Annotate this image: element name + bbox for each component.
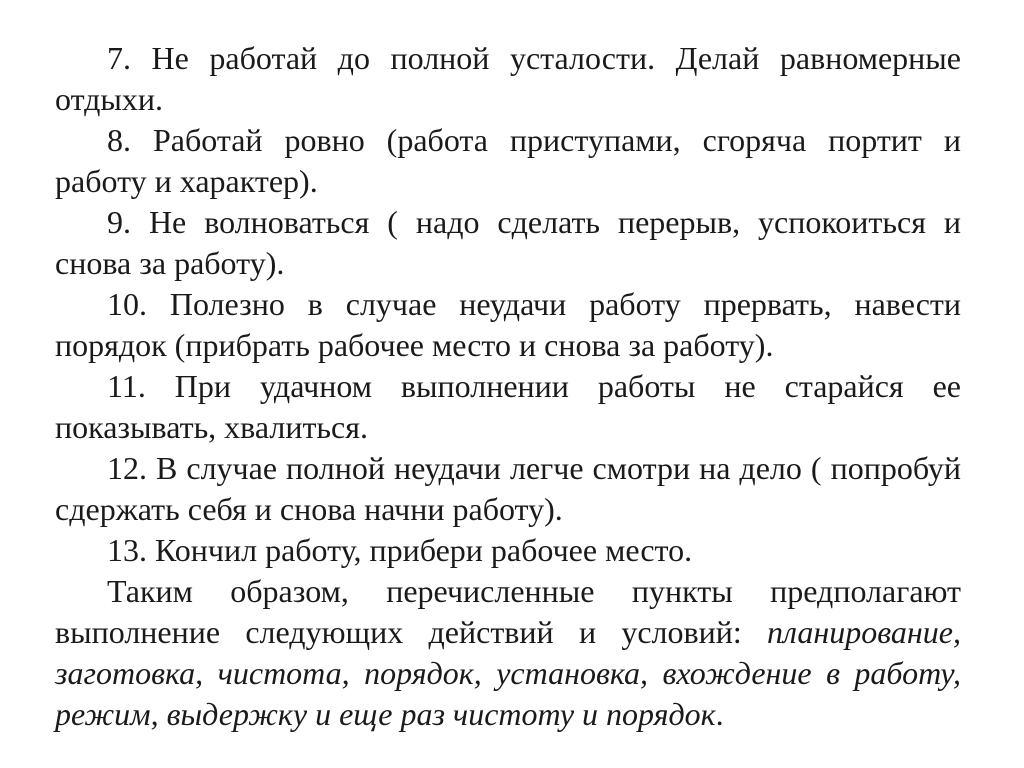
list-item-13: 13. Кончил работу, прибери рабочее место.: [107, 532, 693, 568]
list-item-9: 9. Не волноваться ( надо сделать перерыв, успокоиться и снова за работу).: [55, 204, 961, 281]
conclusion-paragraph: [55, 571, 961, 735]
list-item-8: 8. Работай ровно (работа приступами, сгоряча портит и работу и характер).: [55, 122, 961, 199]
list-item-10: 10. Полезно в случае неудачи работу прервать, навести порядок (прибрать рабочее место и снова за работу).: [55, 286, 961, 363]
list-item-12: 12. В случае полной неудачи легче смотри на дело ( попробуй сдержать себя и снова начни работу).: [55, 450, 961, 527]
list-item-11: 11. При удачном выполнении работы не старайся ее показывать, хвалиться.: [55, 368, 961, 445]
list-item-7: 7. Не работай до полной усталости. Делай равномерные отдыхи.: [55, 40, 961, 117]
conclusion-tail: .: [715, 696, 724, 732]
conclusion-emphasis: планирование, заготовка, чистота, порядок, установка, вхождение в работу, режим, выдержку и еще раз чистоту и порядок: [55, 614, 961, 732]
conclusion-lead: Таким образом, перечисленные пункты предполагают выполнение следующих действий и условий:: [55, 573, 961, 650]
document-page: [55, 38, 961, 735]
